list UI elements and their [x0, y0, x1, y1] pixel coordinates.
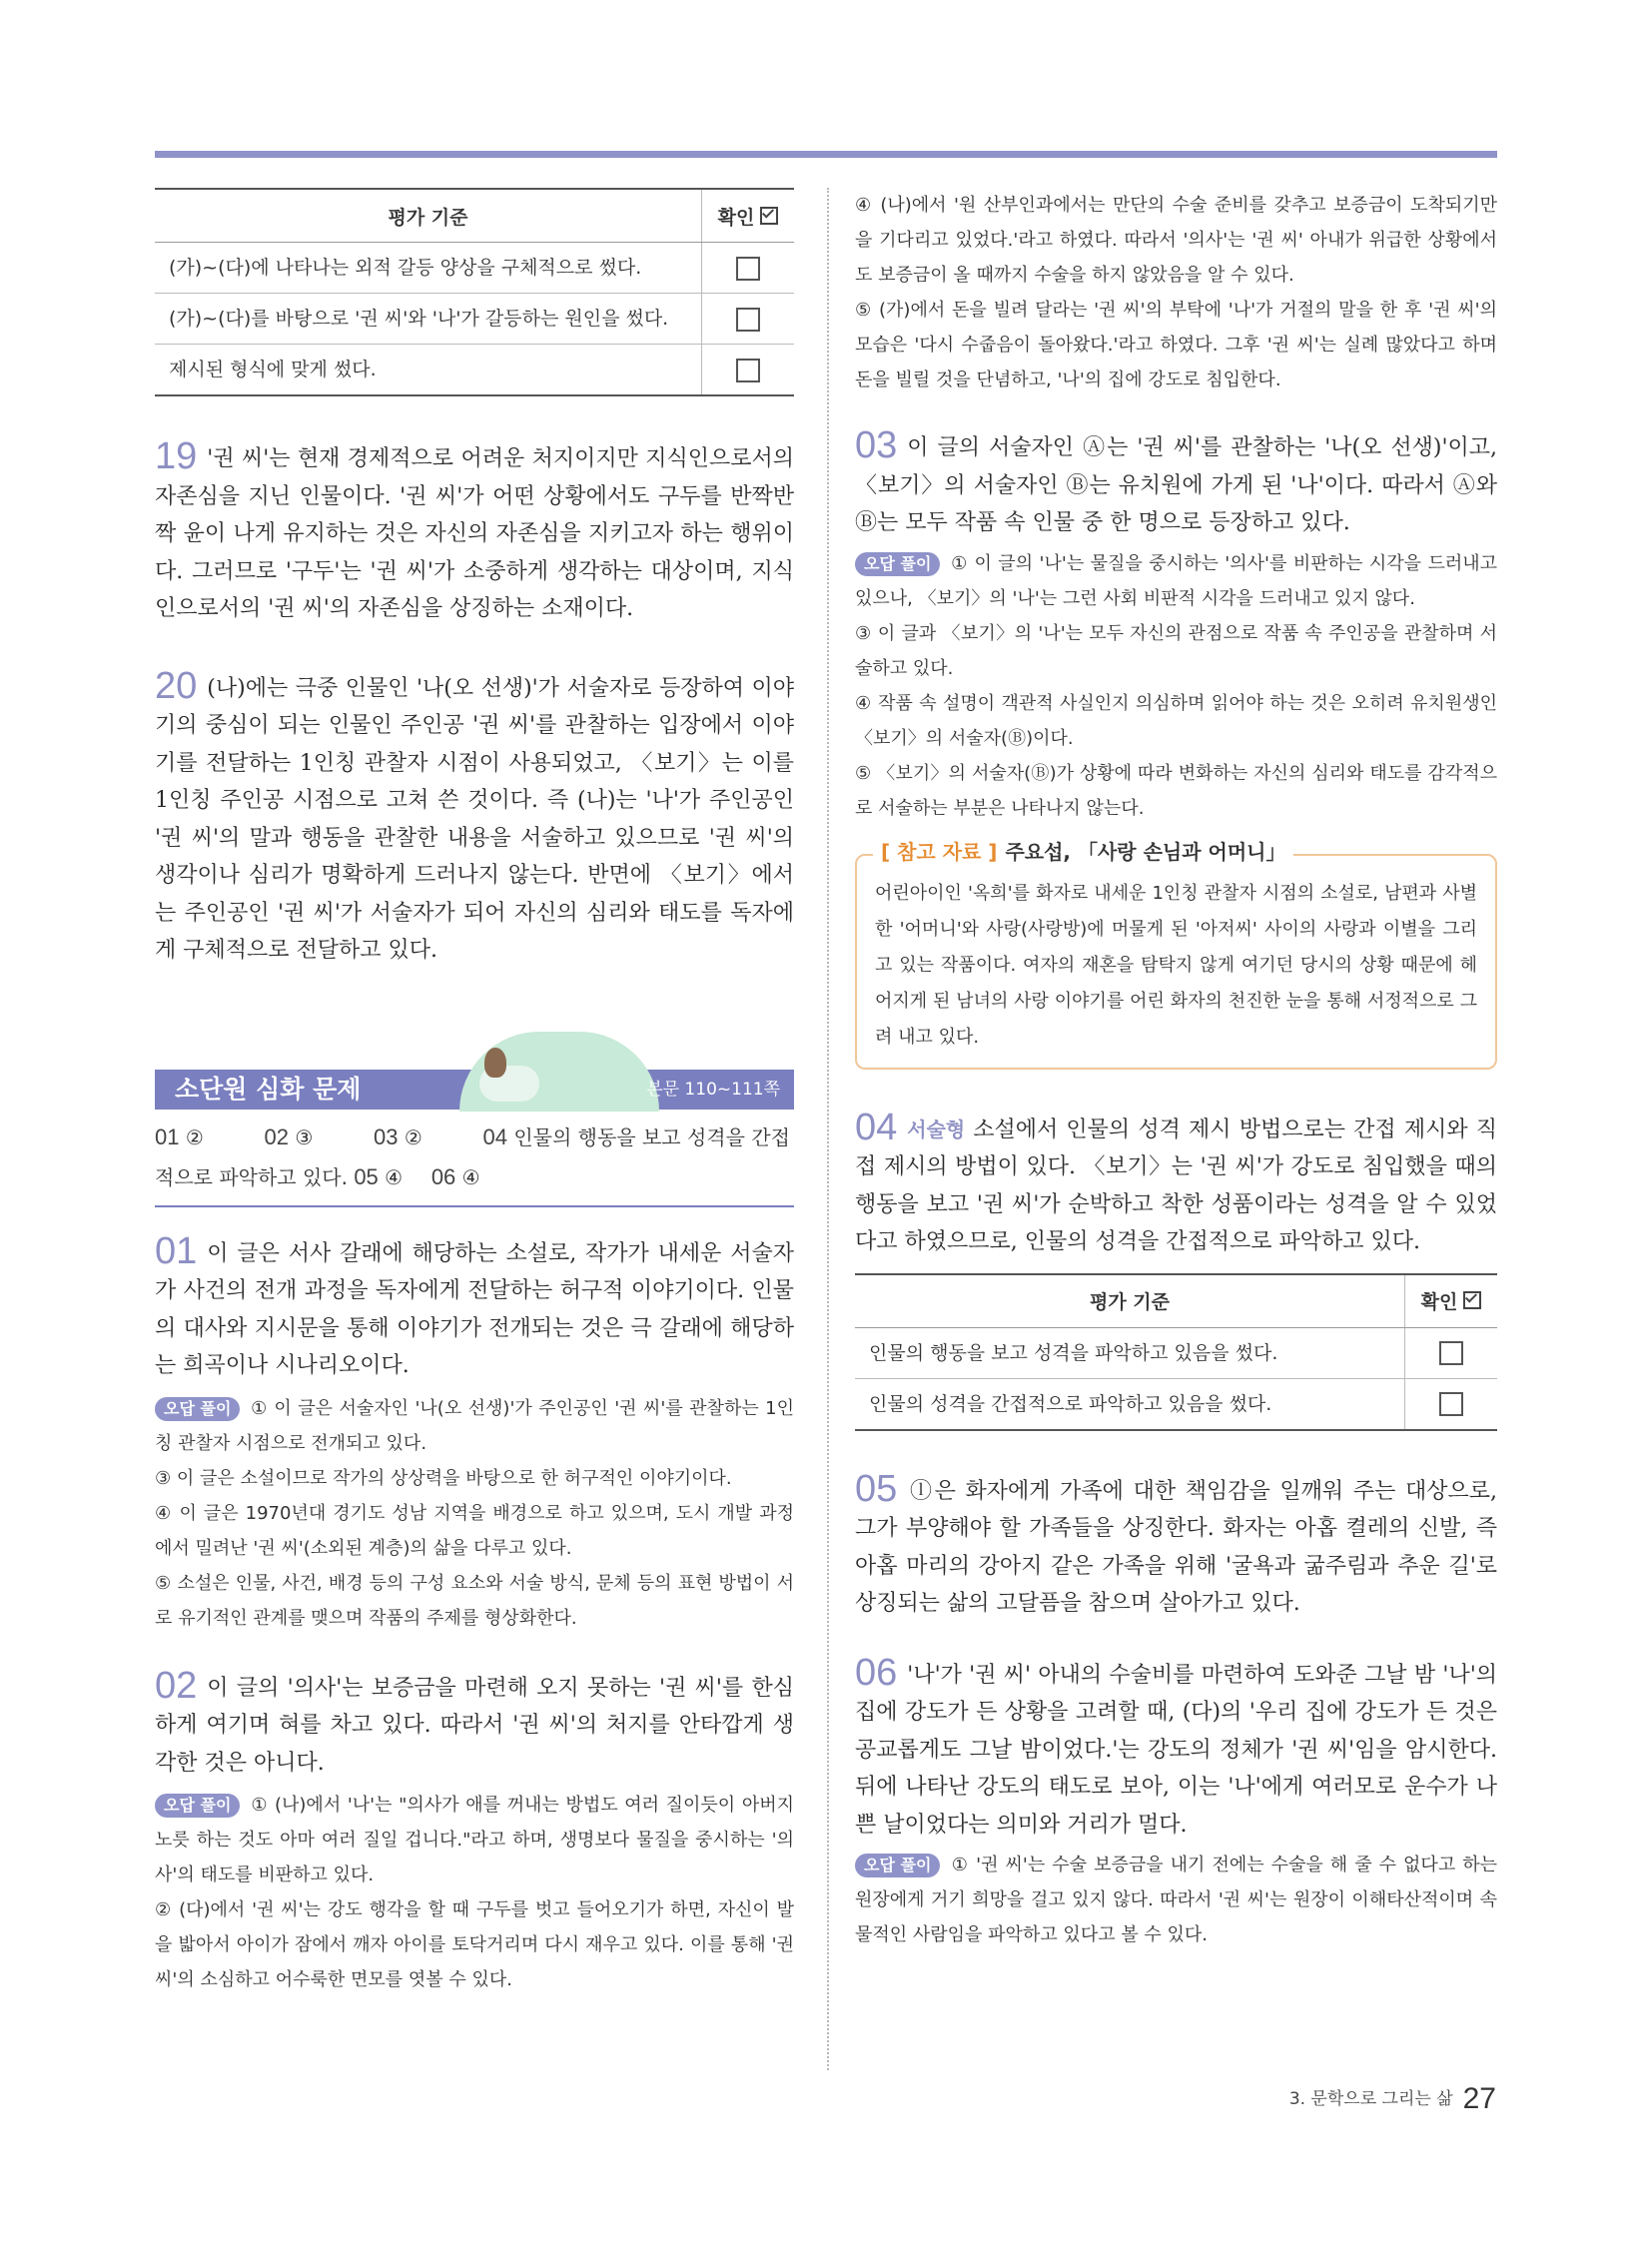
left-column: [155, 188, 794, 1997]
wrong-answer-badge: 오답 풀이: [855, 1854, 940, 1877]
wrong-answer-badge: 오답 풀이: [155, 1794, 240, 1818]
checkbox[interactable]: [736, 308, 760, 332]
question-number: 03: [855, 424, 898, 466]
section-title: 3. 문학으로 그리는 삶: [1288, 2089, 1453, 2109]
answer-20: [155, 664, 794, 970]
answer-text: 소설에서 인물의 성격 제시 방법으로는 간접 제시와 직접 제시의 방법이 있다. 〈보기〉는 '권 씨'가 강도로 침입했을 때의 행동을 보고 '권 씨'가 순박하고 착한 성품이라는 성격을 알 수 있었다고 하였으므로, 인물의 성격을 간접적으로 파악하고 있다.: [855, 1117, 1497, 1254]
wrong-answer-notes-06: 오답 풀이 ① '권 씨'는 수술 보증금을 내기 전에는 수술을 해 줄 수 없다고 하는 원장에게 거기 희망을 걸고 있지 않다. 따라서 '권 씨'는 원장이 이해타산적이며 속물적인 사람임을 파악하고 있다고 볼 수 있다.: [855, 1855, 1498, 1945]
checkbox[interactable]: [736, 257, 760, 281]
check-icon: [1463, 1291, 1481, 1309]
table-row: [855, 1378, 1497, 1430]
banner-title: 소단원 심화 문제: [175, 1074, 362, 1104]
answer-text: ⓛ은 화자에게 가족에 대한 책임감을 일깨워 주는 대상으로, 그가 부양해야 할 가족들을 상징한다. 화자는 아홉 켤레의 신발, 즉 아홉 마리의 강아지 같은 가족을 위해 '굴욕과 굶주림과 추운 길'로 상징되는 삶의 고달픔을 참으며 살아가고 있다.: [855, 1478, 1497, 1616]
answer-key: 01 ② 02 ③ 03 ② 04 인물의 행동을 보고 성격을 간접적으로 파악하고 있다. 05 ④ 06 ④: [155, 1112, 794, 1207]
question-number: 02: [155, 1664, 198, 1707]
banner-page-ref: 본문 110~111쪽: [646, 1079, 780, 1100]
answer-text: 이 글의 '의사'는 보증금을 마련해 오지 못하는 '권 씨'를 한심하게 여기며 혀를 차고 있다. 따라서 '권 씨'의 처지를 안타깝게 생각한 것은 아니다.: [155, 1675, 794, 1776]
column-divider: [827, 188, 829, 2070]
explanation-05: [855, 1467, 1497, 1623]
question-number: 05: [855, 1467, 898, 1510]
explanation-01: [155, 1229, 794, 1385]
table-header-criteria: 평가 기준: [855, 1274, 1405, 1328]
table-row: [855, 1327, 1497, 1378]
evaluation-table-2: [855, 1273, 1497, 1431]
checkbox[interactable]: [1439, 1392, 1463, 1416]
explanation-06: [855, 1651, 1497, 1845]
page-number: 27: [1462, 2082, 1496, 2115]
question-number: 06: [855, 1651, 898, 1694]
table-header-check: 확인: [702, 189, 795, 243]
page-footer: [1289, 2082, 1496, 2116]
checkbox[interactable]: [1439, 1341, 1463, 1365]
wrong-answer-notes-03: 오답 풀이 ① 이 글의 '나'는 물질을 중시하는 '의사'를 비판하는 시각을 드러내고 있으나, 〈보기〉의 '나'는 그런 사회 비판적 시각을 드러내고 있지 않다. ③ 이 글과 〈보기〉의 '나'는 모두 자신의 관점으로 작품 속 주인공을 관찰하며 서술하고 있다. ④ 작품 속 설명이 객관적 사실인지 의심하며 읽어야 하는 것은 오히려 유치원생인 〈보기〉의 서술자(Ⓑ)이다. ⑤ 〈보기〉의 서술자(Ⓑ)가 상황에 따라 변화하는 자신의 심리와 태도를 감각적으로 서술하는 부분은 나타나지 않는다.: [855, 552, 1497, 819]
wrong-answer-badge: 오답 풀이: [855, 552, 940, 576]
criteria-cell: 인물의 성격을 간접적으로 파악하고 있음을 썼다.: [855, 1378, 1405, 1430]
answer-19: [155, 435, 794, 628]
wrong-answer-notes-01: 오답 풀이 ① 이 글은 서술자인 '나(오 선생)'가 주인공인 '권 씨'를 관찰하는 1인칭 관찰자 시점으로 전개되고 있다. ③ 이 글은 소설이므로 작가의 상상력을 바탕으로 한 허구적인 이야기이다. ④ 이 글은 1970년대 경기도 성남 지역을 배경으로 하고 있으며, 도시 개발 과정에서 밀려난 '권 씨'(소외된 계층)의 삶을 다루고 있다. ⑤ 소설은 인물, 사건, 배경 등의 구성 요소와 서술 방식, 문체 등의 표현 방법이 서로 유기적인 관계를 맺으며 작품의 주제를 형상화한다.: [155, 1397, 794, 1629]
criteria-cell: (가)~(다)를 바탕으로 '권 씨'와 '나'가 갈등하는 원인을 썼다.: [155, 294, 702, 345]
question-number: 20: [155, 664, 198, 707]
answer-text: '나'가 '권 씨' 아내의 수술비를 마련하여 도와준 그날 밤 '나'의 집에 강도가 든 상황을 고려할 때, (다)의 '우리 집에 강도가 든 것은 공교롭게도 그날 밤이었다.'는 강도의 정체가 '권 씨'임을 암시한다. 뒤에 나타난 강도의 태도로 보아, 이는 '나'에게 여러모로 운수가 나쁜 날이었다는 의미와 거리가 멀다.: [855, 1662, 1497, 1838]
reference-body: 어린아이인 '옥희'를 화자로 내세운 1인칭 관찰자 시점의 소설로, 남편과 사별한 '어머니'와 사랑(사랑방)에 머물게 된 '아저씨' 사이의 사랑과 이별을 그리고 있는 작품이다. 여자의 재혼을 탐탁지 않게 여기던 당시의 상황 때문에 헤어지게 된 남녀의 사랑 이야기를 어린 화자의 천진한 눈을 통해 서정적으로 그려 내고 있다.: [875, 882, 1477, 1048]
criteria-cell: 인물의 행동을 보고 성격을 파악하고 있음을 썼다.: [855, 1327, 1405, 1378]
table-row: [155, 294, 794, 345]
wrong-answer-notes-02: 오답 풀이 ① (나)에서 '나'는 "의사가 애를 꺼내는 방법도 여러 질이듯이 아버지 노릇 하는 것도 아마 여러 질일 겁니다."라고 하며, 생명보다 물질을 중시하는 '의사'의 태도를 비판하고 있다. ② (다)에서 '권 씨'는 강도 행각을 할 때 구두를 벗고 들어오기가 하면, 자신이 발을 밟아서 아이가 잠에서 깨자 아이를 토닥거리며 다시 재우고 있다. 이를 통해 '권 씨'의 소심하고 어수룩한 면모를 엿볼 수 있다.: [155, 1795, 794, 1990]
bird-illustration: [484, 1048, 506, 1078]
criteria-cell: (가)~(다)에 나타나는 외적 갈등 양상을 구체적으로 썼다.: [155, 243, 702, 294]
essay-tag: 서술형: [907, 1117, 966, 1141]
evaluation-table-1: [155, 188, 794, 396]
checkbox[interactable]: [736, 359, 760, 382]
answer-text: 이 글은 서사 갈래에 해당하는 소설로, 작가가 내세운 서술자가 사건의 전개 과정을 독자에게 전달하는 허구적 이야기이다. 인물의 대사와 지시문을 통해 이야기가 전개되는 것은 극 갈래에 해당하는 희곡이나 시나리오이다.: [155, 1240, 794, 1378]
explanation-03: [855, 424, 1497, 542]
wrong-answer-notes-02-cont: ④ (나)에서 '원 산부인과에서는 만단의 수술 준비를 갖추고 보증금이 도착되기만을 기다리고 있었다.'라고 하였다. 따라서 '의사'는 '권 씨' 아내가 위급한 상황에서도 보증금이 올 때까지 수술을 하지 않았음을 알 수 있다. ⑤ (가)에서 돈을 빌려 달라는 '권 씨'의 부탁에 '나'가 거절의 말을 한 후 '권 씨'의 모습은 '다시 수줍음이 돌아왔다.'라고 하였다. 그후 '권 씨'는 실례 많았다고 하며 돈을 빌릴 것을 단념하고, '나'의 집에 강도로 침입한다.: [855, 195, 1497, 390]
table-header-check: 확인: [1405, 1274, 1498, 1328]
question-number: 04: [855, 1106, 898, 1148]
explanation-02: [155, 1664, 794, 1783]
answer-text: 이 글의 서술자인 Ⓐ는 '권 씨'를 관찰하는 '나(오 선생)'이고, 〈보기〉의 서술자인 Ⓑ는 유치원에 가게 된 '나'이다. 따라서 Ⓐ와 Ⓑ는 모두 작품 속 인물 중 한 명으로 등장하고 있다.: [855, 435, 1497, 535]
top-accent-bar: [155, 151, 1497, 158]
reference-heading: [ 참고 자료 ] 주요섭, 「사랑 손님과 어머니」: [873, 836, 1293, 865]
table-header-criteria: 평가 기준: [155, 189, 702, 243]
question-number: 01: [155, 1229, 198, 1272]
question-number: 19: [155, 435, 198, 477]
right-column: [855, 188, 1497, 1952]
table-row: [155, 243, 794, 294]
criteria-cell: 제시된 형식에 맞게 썼다.: [155, 345, 702, 396]
check-icon: [760, 207, 778, 225]
table-row: [155, 345, 794, 396]
explanation-04: [855, 1106, 1497, 1261]
reference-box: [855, 839, 1497, 1070]
wrong-answer-badge: 오답 풀이: [155, 1397, 240, 1421]
section-banner: [155, 1060, 794, 1112]
answer-text: '권 씨'는 현재 경제적으로 어려운 처지이지만 지식인으로서의 자존심을 지닌 인물이다. '권 씨'가 어떤 상황에서도 구두를 반짝반짝 윤이 나게 유지하는 것은 자신의 자존심을 지키고자 하는 행위이다. 그러므로 '구두'는 '권 씨'가 소중하게 생각하는 대상이며, 지식인으로서의 '권 씨'의 자존심을 상징하는 소재이다.: [155, 446, 794, 621]
answer-text: (나)에는 극중 인물인 '나(오 선생)'가 서술자로 등장하여 이야기의 중심이 되는 인물인 주인공 '권 씨'를 관찰하는 입장에서 이야기를 전달하는 1인칭 관찰자 시점이 사용되었고, 〈보기〉는 이를 1인칭 주인공 시점으로 고쳐 쓴 것이다. 즉 (나)는 '나'가 주인공인 '권 씨'의 말과 행동을 관찰한 내용을 서술하고 있으므로 '권 씨'의 생각이나 심리가 명확하게 드러나지 않는다. 반면에 〈보기〉에서는 주인공인 '권 씨'가 서술자가 되어 자신의 심리와 태도를 독자에게 구체적으로 전달하고 있다.: [155, 675, 794, 963]
